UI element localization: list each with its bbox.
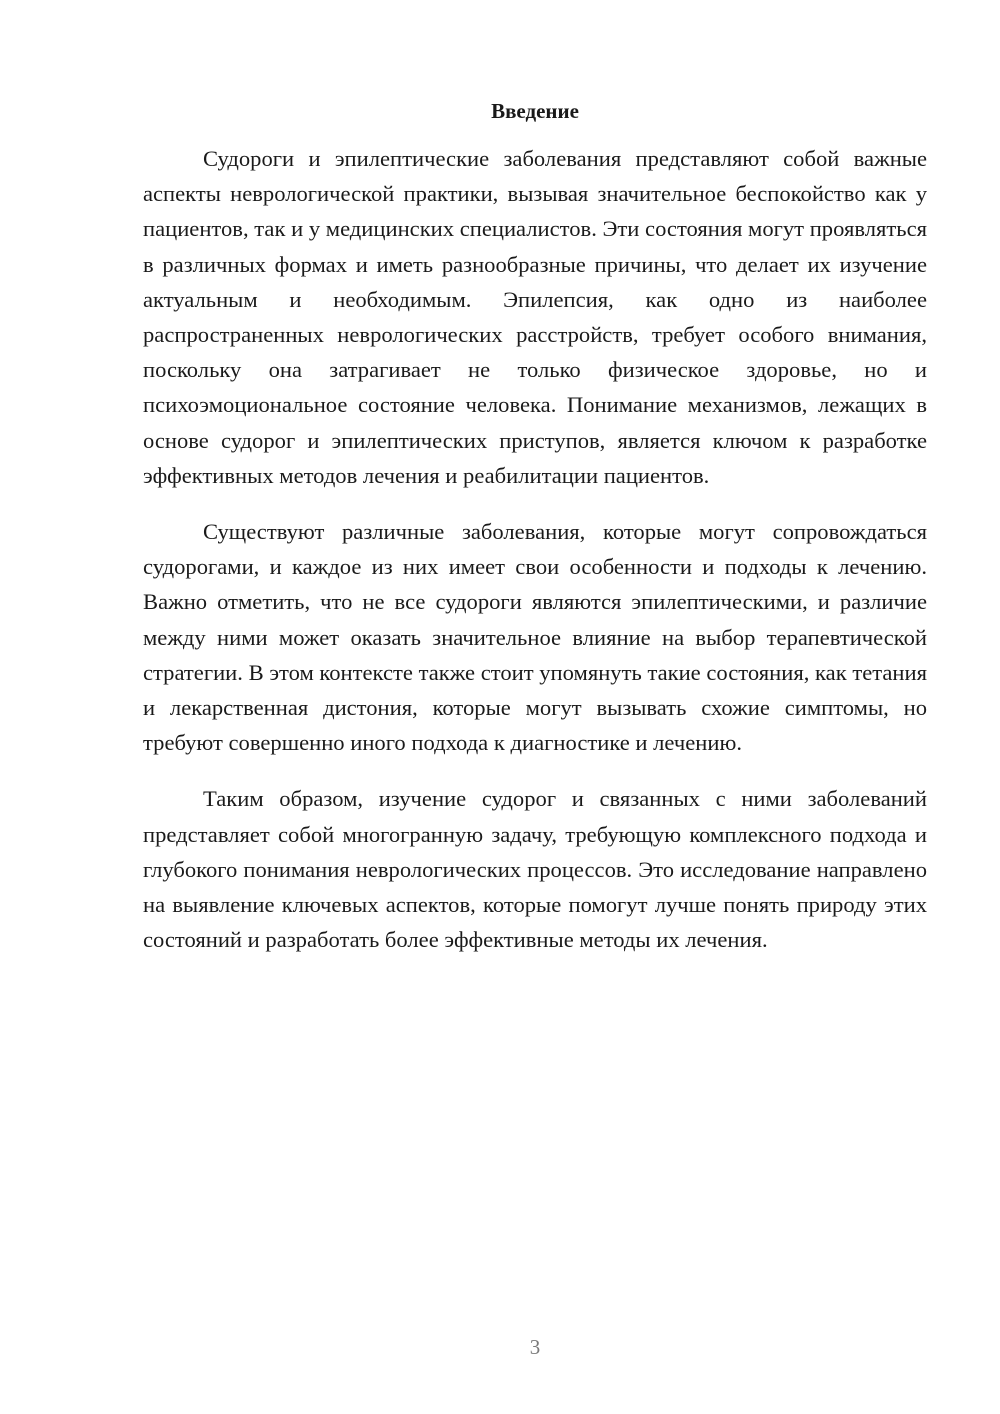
page-number: 3 — [529, 1335, 541, 1359]
paragraph-2: Существуют различные заболевания, которые могут сопровождаться судорогами, и каждое из них имеет свои особенности и подходы к лечению. Важно отметить, что не все судороги являются эпилептическими, и различие между ними может оказать значительное влияние на выбор терапевтической стратегии. В этом контексте также стоит упомянуть такие состояния, как тетания и лекарственная дистония, которые могут вызывать схожие симптомы, но требуют совершенно иного подхода к диагностике и лечению. — [143, 519, 927, 756]
section-heading: Введение — [491, 99, 579, 123]
paragraph-3: Таким образом, изучение судорог и связанных с ними заболеваний представляет собой многогранную задачу, требующую комплексного подхода и глубокого понимания неврологических процессов. Это исследование направлено на выявление ключевых аспектов, которые помогут лучше понять природу этих состояний и разработать более эффективные методы их лечения. — [143, 786, 927, 953]
body-text — [143, 141, 927, 978]
paragraph-1: Судороги и эпилептические заболевания представляют собой важные аспекты неврологической практики, вызывая значительное беспокойство как у пациентов, так и у медицинских специалистов. Эти состояния могут проявляться в различных формах и иметь разнообразные причины, что делает их изучение актуальным и необходимым. Эпилепсия, как одно из наиболее распространенных неврологических расстройств, требует особого внимания, поскольку она затрагивает не только физическое здоровье, но и психоэмоциональное состояние человека. Понимание механизмов, лежащих в основе судорог и эпилептических приступов, является ключом к разработке эффективных методов лечения и реабилитации пациентов. — [143, 146, 927, 488]
